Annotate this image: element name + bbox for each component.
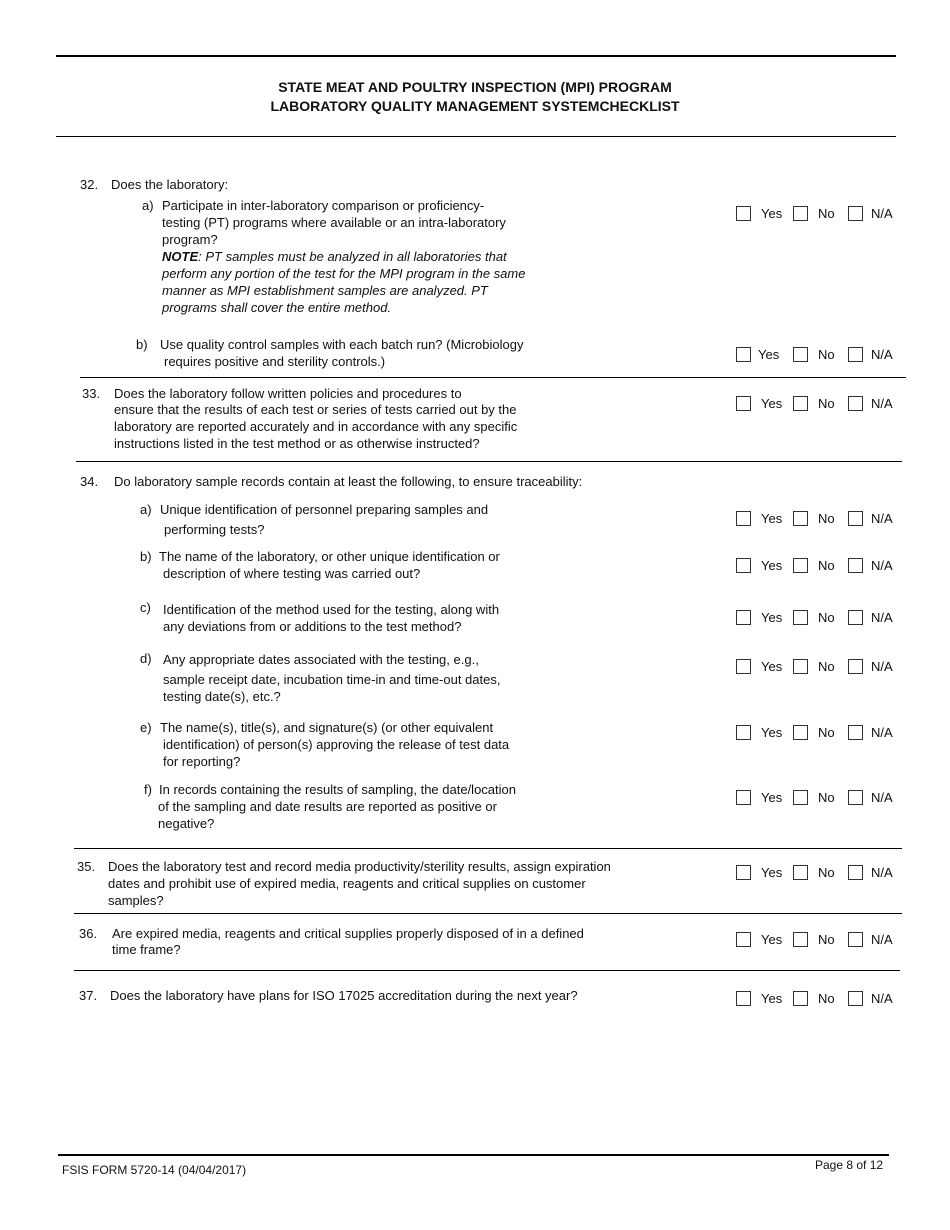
q35-answer-group: [736, 865, 906, 883]
q32a-na-checkbox[interactable]: [848, 206, 863, 221]
na-label: N/A: [871, 558, 893, 573]
q36-number: 36.: [79, 926, 98, 941]
q32a-line3: program?: [162, 232, 218, 247]
na-label: N/A: [871, 206, 893, 221]
q34b-line1: The name of the laboratory, or other unique identification or: [159, 549, 500, 564]
q32a-note-line1: [162, 248, 507, 265]
page-number: Page 8 of 12: [815, 1158, 884, 1172]
yes-label: Yes: [761, 725, 783, 740]
no-label: No: [818, 991, 835, 1006]
divider-34-35: [74, 848, 902, 849]
no-label: No: [818, 558, 835, 573]
no-label: No: [818, 610, 835, 625]
q33-line2: ensure that the results of each test or series of tests carried out by the: [114, 402, 517, 417]
q32a-yes-checkbox[interactable]: [736, 206, 751, 221]
q35-line1: Does the laboratory test and record media productivity/sterility results, assign expiration: [108, 859, 611, 874]
na-label: N/A: [871, 790, 893, 805]
q32a-note-line2: perform any portion of the test for the MPI program in the same: [162, 266, 526, 281]
yes-label: Yes: [761, 932, 783, 947]
q34c-no-checkbox[interactable]: [793, 610, 808, 625]
no-label: No: [818, 347, 835, 362]
q36-yes-checkbox[interactable]: [736, 932, 751, 947]
q34f-line1: In records containing the results of sampling, the date/location: [159, 782, 516, 797]
q36-line1: Are expired media, reagents and critical supplies properly disposed of in a defined: [112, 926, 584, 941]
yes-label: Yes: [761, 511, 783, 526]
na-label: N/A: [871, 396, 893, 411]
q33-line4: instructions listed in the test method or as otherwise instructed?: [114, 436, 480, 451]
q33-na-checkbox[interactable]: [848, 396, 863, 411]
q36-na-checkbox[interactable]: [848, 932, 863, 947]
q34d-yes-checkbox[interactable]: [736, 659, 751, 674]
q33-number: 33.: [82, 386, 101, 401]
q34e-line1: The name(s), title(s), and signature(s) (or other equivalent: [160, 720, 494, 735]
na-label: N/A: [871, 932, 893, 947]
q34c-yes-checkbox[interactable]: [736, 610, 751, 625]
q34b-line2: description of where testing was carried out?: [163, 566, 421, 581]
q34d-na-checkbox[interactable]: [848, 659, 863, 674]
q32a-note-line3: manner as MPI establishment samples are analyzed. PT: [162, 283, 488, 298]
na-label: N/A: [871, 511, 893, 526]
no-label: No: [818, 396, 835, 411]
q34a-line1: Unique identification of personnel preparing samples and: [160, 502, 489, 517]
na-label: N/A: [871, 725, 893, 740]
q34b-letter: b): [140, 549, 152, 564]
na-label: N/A: [871, 610, 893, 625]
header-bottom-rule: [56, 136, 896, 137]
q34a-answer-group: [736, 511, 906, 529]
q37-yes-checkbox[interactable]: [736, 991, 751, 1006]
q37-number: 37.: [79, 988, 98, 1003]
q34a-yes-checkbox[interactable]: [736, 511, 751, 526]
q34a-na-checkbox[interactable]: [848, 511, 863, 526]
q34-number: 34.: [80, 474, 99, 489]
q32b-yes-checkbox[interactable]: [736, 347, 751, 362]
q34d-no-checkbox[interactable]: [793, 659, 808, 674]
q33-line1: Does the laboratory follow written policies and procedures to: [114, 386, 462, 401]
q32a-answer-group: [736, 206, 906, 224]
q35-na-checkbox[interactable]: [848, 865, 863, 880]
no-label: No: [818, 206, 835, 221]
no-label: No: [818, 659, 835, 674]
no-label: No: [818, 932, 835, 947]
q34d-line3: testing date(s), etc.?: [163, 689, 281, 704]
q34f-line3: negative?: [158, 816, 215, 831]
q34c-answer-group: [736, 610, 906, 628]
divider-32-33: [80, 377, 906, 378]
q32b-line2: requires positive and sterility controls.): [164, 354, 386, 369]
q34a-letter: a): [140, 502, 152, 517]
note-text: : PT samples must be analyzed in all laboratories that: [198, 249, 507, 264]
q35-yes-checkbox[interactable]: [736, 865, 751, 880]
yes-label: Yes: [758, 347, 780, 362]
na-label: N/A: [871, 659, 893, 674]
yes-label: Yes: [761, 610, 783, 625]
q32-number: 32.: [80, 177, 99, 192]
q34b-yes-checkbox[interactable]: [736, 558, 751, 573]
divider-36-37: [74, 970, 900, 971]
form-title-line1: STATE MEAT AND POULTRY INSPECTION (MPI) PROGRAM: [278, 79, 672, 95]
q34e-letter: e): [140, 720, 152, 735]
q35-line3: samples?: [108, 893, 164, 908]
form-title-line2: LABORATORY QUALITY MANAGEMENT SYSTEMCHECKLIST: [270, 98, 680, 114]
q32b-answer-group: [736, 347, 906, 365]
yes-label: Yes: [761, 558, 783, 573]
q33-line3: laboratory are reported accurately and in accordance with any specific: [114, 419, 518, 434]
q37-answer-group: [736, 991, 906, 1009]
q32a-line2: testing (PT) programs where available or an intra-laboratory: [162, 215, 506, 230]
q34a-line2: performing tests?: [164, 522, 265, 537]
na-label: N/A: [871, 991, 893, 1006]
q34a-no-checkbox[interactable]: [793, 511, 808, 526]
q36-answer-group: [736, 932, 906, 950]
q36-line2: time frame?: [112, 942, 181, 957]
q34f-na-checkbox[interactable]: [848, 790, 863, 805]
yes-label: Yes: [761, 206, 783, 221]
q34b-na-checkbox[interactable]: [848, 558, 863, 573]
note-label: NOTE: [162, 249, 199, 264]
yes-label: Yes: [761, 790, 783, 805]
header-top-rule: [56, 55, 896, 57]
q36-no-checkbox[interactable]: [793, 932, 808, 947]
q35-no-checkbox[interactable]: [793, 865, 808, 880]
na-label: N/A: [871, 865, 893, 880]
q34c-line1: Identification of the method used for the testing, along with: [163, 602, 500, 617]
q37-line1: Does the laboratory have plans for ISO 17025 accreditation during the next year?: [110, 988, 578, 1003]
no-label: No: [818, 865, 835, 880]
yes-label: Yes: [761, 396, 783, 411]
q32a-no-checkbox[interactable]: [793, 206, 808, 221]
yes-label: Yes: [761, 991, 783, 1006]
q35-number: 35.: [77, 859, 96, 874]
q34d-line1: Any appropriate dates associated with the testing, e.g.,: [163, 652, 479, 667]
divider-33-34: [76, 461, 902, 462]
q32-text: Does the laboratory:: [111, 177, 229, 192]
no-label: No: [818, 511, 835, 526]
q34b-no-checkbox[interactable]: [793, 558, 808, 573]
q34e-no-checkbox[interactable]: [793, 725, 808, 740]
q37-na-checkbox[interactable]: [848, 991, 863, 1006]
q34d-line2: sample receipt date, incubation time-in and time-out dates,: [163, 672, 501, 687]
q34e-yes-checkbox[interactable]: [736, 725, 751, 740]
q34f-letter: f): [144, 782, 152, 797]
q34e-answer-group: [736, 725, 906, 743]
footer-rule: [58, 1154, 889, 1156]
q32a-letter: a): [142, 198, 154, 213]
yes-label: Yes: [761, 865, 783, 880]
divider-35-36: [74, 913, 902, 914]
no-label: No: [818, 725, 835, 740]
q32b-no-checkbox[interactable]: [793, 347, 808, 362]
q34-text: Do laboratory sample records contain at least the following, to ensure traceability:: [114, 474, 583, 489]
yes-label: Yes: [761, 659, 783, 674]
q34f-no-checkbox[interactable]: [793, 790, 808, 805]
q34f-answer-group: [736, 790, 906, 808]
q35-line2: dates and prohibit use of expired media, reagents and critical supplies on customer: [108, 876, 586, 891]
no-label: No: [818, 790, 835, 805]
form-id: FSIS FORM 5720-14 (04/04/2017): [62, 1163, 247, 1177]
q34b-answer-group: [736, 558, 906, 576]
na-label: N/A: [871, 347, 893, 362]
q32b-line1: Use quality control samples with each batch run? (Microbiology: [160, 337, 524, 352]
q33-no-checkbox[interactable]: [793, 396, 808, 411]
q34e-line2: identification) of person(s) approving the release of test data: [163, 737, 510, 752]
q34c-letter: c): [140, 600, 151, 615]
q33-yes-checkbox[interactable]: [736, 396, 751, 411]
q34e-na-checkbox[interactable]: [848, 725, 863, 740]
q34d-answer-group: [736, 659, 906, 677]
q32a-line1: Participate in inter-laboratory comparison or proficiency-: [162, 198, 485, 213]
q32b-na-checkbox[interactable]: [848, 347, 863, 362]
q34f-yes-checkbox[interactable]: [736, 790, 751, 805]
q33-answer-group: [736, 396, 906, 414]
q34f-line2: of the sampling and date results are reported as positive or: [158, 799, 497, 814]
q32a-note-line4: programs shall cover the entire method.: [162, 300, 392, 315]
q32b-letter: b): [136, 337, 148, 352]
q34c-na-checkbox[interactable]: [848, 610, 863, 625]
q34d-letter: d): [140, 651, 152, 666]
q34e-line3: for reporting?: [163, 754, 241, 769]
q37-no-checkbox[interactable]: [793, 991, 808, 1006]
q34c-line2: any deviations from or additions to the test method?: [163, 619, 462, 634]
